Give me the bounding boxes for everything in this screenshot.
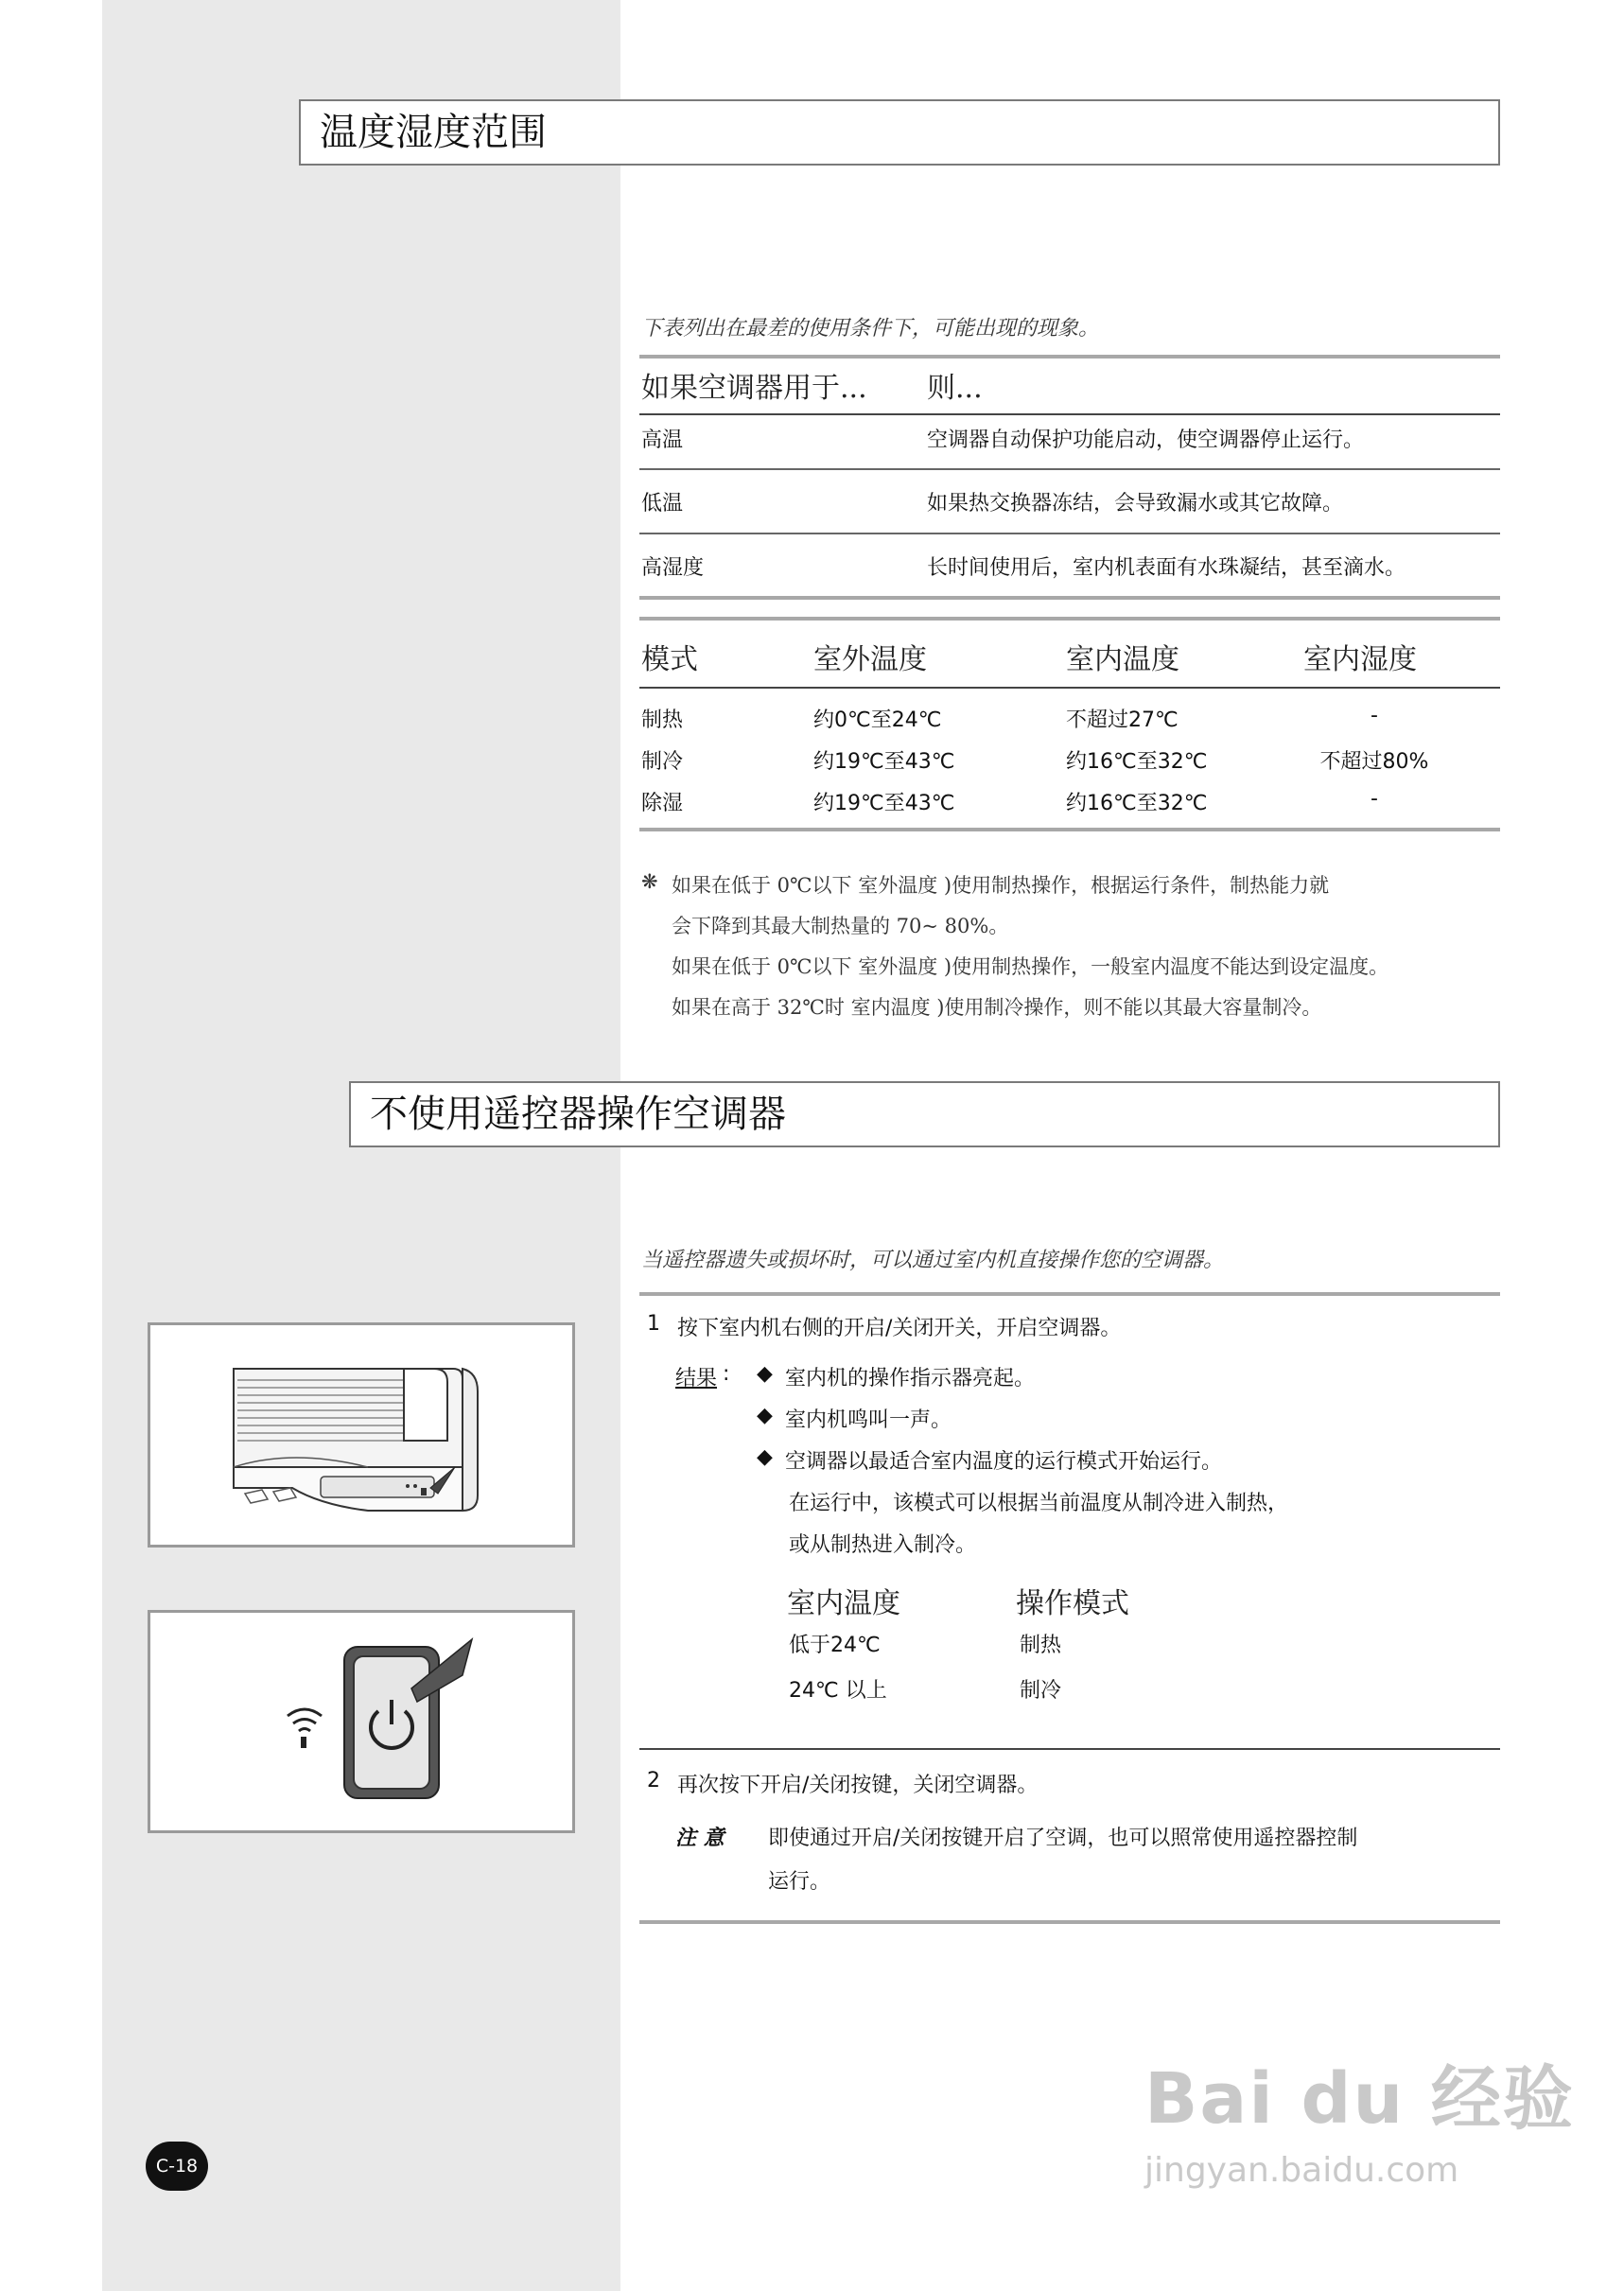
table-cell: 约19℃至43℃ — [813, 750, 955, 774]
result-item: 室内机鸣叫一声。 — [785, 1408, 952, 1432]
table2-top-rule — [639, 617, 1500, 621]
result-item: 空调器以最适合室内温度的运行模式开始运行。 — [785, 1450, 1223, 1474]
result-colon: : — [723, 1362, 730, 1386]
table-cell: 低温 — [641, 492, 684, 516]
table-cell: 制热 — [1020, 1634, 1062, 1657]
table-cell: 约16℃至32℃ — [1066, 750, 1208, 774]
table-cell: 低于24℃ — [789, 1634, 881, 1657]
step1-text: 按下室内机右侧的开启/关闭开关，开启空调器。 — [677, 1317, 1122, 1340]
table-cell: 如果热交换器冻结，会导致漏水或其它故障。 — [927, 492, 1344, 516]
step2-top-rule — [639, 1748, 1500, 1750]
note-line: 如果在低于 0℃以下 室外温度 )使用制热操作，一般室内温度不能达到设定温度。 — [672, 955, 1389, 978]
table-cell: 约19℃至43℃ — [813, 792, 955, 815]
power-button-illustration — [150, 1613, 572, 1830]
step1-top-rule — [639, 1292, 1500, 1296]
table2-header-indoor: 室内温度 — [1066, 643, 1179, 676]
watermark-brand: Bai du 经验 — [1144, 2058, 1575, 2140]
bullet: ◆ — [757, 1404, 773, 1427]
table-cell: 制冷 — [641, 750, 684, 774]
page-number: C-18 — [146, 2142, 208, 2191]
watermark-url: jingyan.baidu.com — [1144, 2151, 1459, 2190]
figure-indoor-unit — [148, 1322, 575, 1548]
table1-header-result: 则... — [927, 372, 983, 405]
table1-top-rule — [639, 355, 1500, 359]
table-cell: 高温 — [641, 428, 684, 452]
intro-temperature: 下表列出在最差的使用条件下，可能出现的现象。 — [641, 317, 1100, 341]
section-title-temperature-humidity: 温度湿度范围 — [299, 99, 1500, 166]
table-cell: 约16℃至32℃ — [1066, 792, 1208, 815]
section-title-manual-operation: 不使用遥控器操作空调器 — [349, 1081, 1500, 1147]
table1-header-condition: 如果空调器用于... — [641, 372, 867, 405]
table1-row-rule — [639, 533, 1500, 534]
result-item: 室内机的操作指示器亮起。 — [785, 1367, 1036, 1390]
note-line: 即使通过开启/关闭按键开启了空调，也可以照常使用遥控器控制 — [768, 1827, 1358, 1850]
figure-power-button — [148, 1610, 575, 1833]
signal-icon-base — [301, 1737, 306, 1748]
note-line: 运行。 — [768, 1870, 831, 1894]
bullet: ◆ — [757, 1362, 773, 1386]
result-continuation: 或从制热进入制冷。 — [789, 1533, 977, 1557]
mode-table-header-mode: 操作模式 — [1016, 1587, 1129, 1620]
table1-header-rule — [639, 413, 1500, 415]
step2-bottom-rule — [639, 1920, 1500, 1924]
signal-icon — [288, 1709, 322, 1731]
table1-bottom-rule — [639, 596, 1500, 600]
table-cell: 约0℃至24℃ — [813, 708, 942, 732]
intro-manual-operation: 当遥控器遗失或损坏时，可以通过室内机直接操作您的空调器。 — [641, 1249, 1225, 1272]
table2-bottom-rule — [639, 828, 1500, 831]
table2-header-rule — [639, 687, 1500, 689]
step2-text: 再次按下开启/关闭按键，关闭空调器。 — [677, 1774, 1039, 1797]
mode-table-header-temp: 室内温度 — [787, 1587, 900, 1620]
table-cell: 不超过80% — [1319, 750, 1429, 774]
table-cell: - — [1371, 787, 1378, 811]
table2-header-humidity: 室内湿度 — [1303, 643, 1417, 676]
note-label: 注 意 — [675, 1827, 725, 1850]
table-cell: 长时间使用后，室内机表面有水珠凝结，甚至滴水。 — [927, 556, 1406, 580]
result-label: 结果 — [675, 1367, 718, 1390]
note-mark: ❋ — [641, 870, 658, 893]
table-cell: 24℃ 以上 — [789, 1679, 887, 1703]
note-line: 如果在高于 32℃时 室内温度 )使用制冷操作，则不能以其最大容量制冷。 — [672, 996, 1322, 1019]
note-line: 如果在低于 0℃以下 室外温度 )使用制热操作，根据运行条件，制热能力就 — [672, 874, 1330, 897]
table-cell: - — [1371, 704, 1378, 727]
step1-number: 1 — [647, 1312, 660, 1336]
table-cell: 高湿度 — [641, 556, 705, 580]
indoor-unit-illustration — [150, 1325, 572, 1545]
table1-row-rule — [639, 468, 1500, 470]
note-line: 会下降到其最大制热量的 70~ 80%。 — [672, 915, 1009, 937]
table-cell: 不超过27℃ — [1066, 708, 1179, 732]
table-cell: 空调器自动保护功能启动，使空调器停止运行。 — [927, 428, 1365, 452]
bullet: ◆ — [757, 1445, 773, 1469]
baidu-watermark — [1144, 2043, 1575, 2190]
table-cell: 制冷 — [1020, 1679, 1062, 1703]
table-cell: 除湿 — [641, 792, 684, 815]
table-cell: 制热 — [641, 708, 684, 732]
table2-header-mode: 模式 — [641, 643, 698, 676]
result-continuation: 在运行中，该模式可以根据当前温度从制冷进入制热， — [789, 1492, 1289, 1515]
table2-header-outdoor: 室外温度 — [813, 643, 927, 676]
step2-number: 2 — [647, 1769, 660, 1793]
